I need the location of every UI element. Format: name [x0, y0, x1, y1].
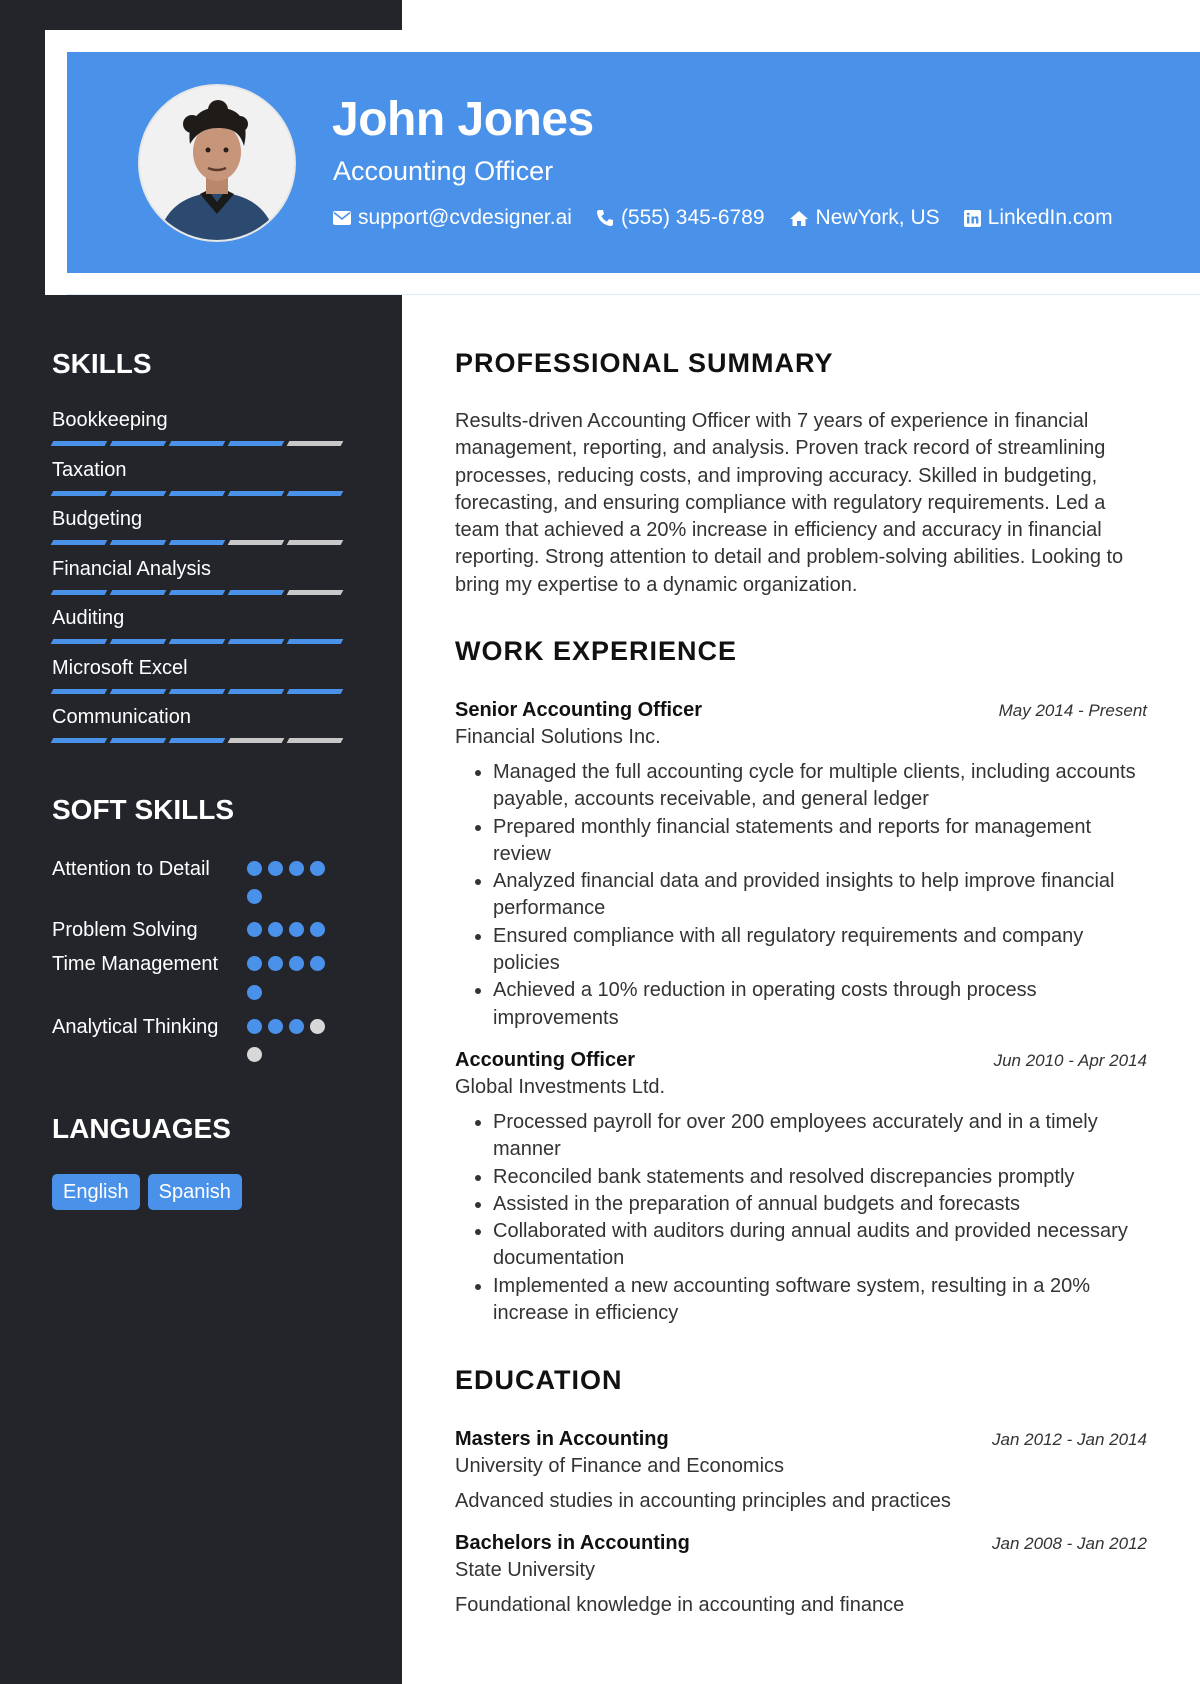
soft-skill-dot: [247, 985, 262, 1000]
soft-skill-name: Attention to Detail: [52, 858, 210, 880]
job-title: Senior Accounting Officer: [455, 699, 703, 721]
job-date: Jun 2010 - Apr 2014: [993, 1051, 1147, 1070]
contact-location[interactable]: [789, 206, 940, 230]
skill-item: [52, 606, 352, 656]
education-degree: Bachelors in Accounting: [455, 1532, 690, 1554]
job-bullet: • Managed the full accounting cycle for multiple clients, including accounts payable, accounts receivable, and general ledger: [493, 759, 1147, 814]
job-bullet: • Achieved a 10% reduction in operating costs through process improvements: [493, 977, 1147, 1032]
skill-level-segment: [228, 491, 285, 496]
language-badge: English: [52, 1174, 140, 1210]
skill-level-bar: [52, 540, 352, 545]
skill-name: Bookkeeping: [52, 409, 168, 431]
skill-level-segment: [169, 639, 226, 644]
skill-level-bar: [52, 441, 352, 446]
soft-skill-name: Time Management: [52, 953, 218, 975]
soft-skill-name: Analytical Thinking: [52, 1016, 219, 1038]
soft-skill-dot: [310, 922, 325, 937]
skill-level-segment: [169, 441, 226, 446]
job-company: Global Investments Ltd.: [455, 1076, 666, 1098]
education-header: [455, 1426, 1147, 1453]
summary-heading: PROFESSIONAL SUMMARY: [455, 348, 834, 378]
skill-level-segment: [228, 689, 285, 694]
skill-level-segment: [287, 540, 344, 545]
skill-item: [52, 656, 352, 706]
skill-level-bar: [52, 639, 352, 644]
job-bullet: • Prepared monthly financial statements and reports for management review: [493, 814, 1147, 869]
header-divider: [67, 294, 1200, 295]
job-header: [455, 1047, 1147, 1074]
education-entry: [455, 1530, 1147, 1619]
job-bullets: [455, 759, 1147, 1032]
education-header: [455, 1530, 1147, 1557]
experience-heading: WORK EXPERIENCE: [455, 636, 738, 666]
summary-text: Results-driven Accounting Officer with 7 years of experience in financial management, reporting, and analysis. Proven track record of streamlining processes, reducing costs, and improving accuracy. Skilled in budgeting, forecasting, and ensuring compliance with regulatory requirements. Led a team that achieved a 20% increase in efficiency and accuracy in financial reporting. Strong attention to detail and problem-solving abilities. Looking to bring my expertise to a dynamic organization.: [455, 410, 1124, 596]
soft-skill-item: [52, 1014, 352, 1075]
skills-list: [52, 408, 352, 755]
skill-level-segment: [51, 639, 108, 644]
contact-list: [333, 206, 1137, 230]
skill-level-segment: [51, 491, 108, 496]
linkedin-icon: [964, 210, 981, 227]
skill-level-segment: [228, 639, 285, 644]
job-entry: [455, 697, 1147, 1032]
job-date: May 2014 - Present: [998, 701, 1147, 720]
soft-skill-dot: [247, 889, 262, 904]
soft-skill-dot: [268, 861, 283, 876]
contact-phone-text: (555) 345-6789: [620, 206, 765, 229]
soft-skill-dot: [310, 861, 325, 876]
soft-skill-name: Problem Solving: [52, 919, 198, 941]
education-date: Jan 2008 - Jan 2012: [991, 1534, 1147, 1553]
skill-level-segment: [110, 441, 167, 446]
skill-item: [52, 507, 352, 557]
job-bullet: • Assisted in the preparation of annual budgets and forecasts: [493, 1191, 1147, 1218]
skill-level-bar: [52, 590, 352, 595]
avatar: [138, 84, 296, 242]
skill-level-segment: [228, 590, 285, 595]
skill-level-segment: [287, 590, 344, 595]
skill-level-segment: [228, 441, 285, 446]
soft-skill-dot: [310, 1019, 325, 1034]
skill-name: Taxation: [52, 458, 127, 481]
skill-level-segment: [51, 441, 108, 446]
education-description: Advanced studies in accounting principles and practices: [455, 1490, 951, 1512]
job-bullet: • Collaborated with auditors during annual audits and provided necessary documentation: [493, 1218, 1147, 1273]
job-company: Financial Solutions Inc.: [455, 726, 661, 748]
skill-item: [52, 458, 352, 508]
skill-level-segment: [287, 689, 344, 694]
skill-level-segment: [51, 590, 108, 595]
skill-level-segment: [228, 540, 285, 545]
job-bullets: [455, 1109, 1147, 1327]
soft-skill-dots: [247, 951, 337, 1014]
skill-level-bar: [52, 689, 352, 694]
skill-level-segment: [110, 540, 167, 545]
soft-skill-item: [52, 951, 352, 1014]
soft-skill-dots: [247, 856, 337, 917]
education-date: Jan 2012 - Jan 2014: [991, 1430, 1147, 1449]
skill-level-segment: [110, 590, 167, 595]
soft-skills-list: [52, 856, 352, 1075]
soft-skill-dot: [289, 956, 304, 971]
soft-skill-dots: [247, 917, 337, 951]
skill-name: Budgeting: [52, 508, 143, 530]
phone-icon: [596, 209, 614, 227]
skill-level-segment: [51, 689, 108, 694]
soft-skill-item: [52, 917, 352, 951]
skill-level-segment: [110, 689, 167, 694]
skill-level-segment: [51, 540, 108, 545]
soft-skill-dot: [247, 861, 262, 876]
skill-name: Auditing: [52, 607, 125, 629]
job-title: Accounting Officer: [455, 1049, 636, 1071]
education-school: State University: [455, 1559, 596, 1581]
contact-email-text: support@cvdesigner.ai: [358, 206, 572, 229]
languages-heading: LANGUAGES: [52, 1113, 231, 1144]
skill-level-segment: [169, 540, 226, 545]
skills-heading: SKILLS: [52, 348, 152, 379]
skill-level-segment: [169, 590, 226, 595]
skill-level-segment: [287, 738, 344, 743]
skill-name: Financial Analysis: [52, 557, 211, 580]
skill-level-segment: [110, 639, 167, 644]
soft-skill-dot: [247, 1047, 262, 1062]
job-bullet: • Ensured compliance with all regulatory requirements and company policies: [493, 923, 1147, 978]
education-heading: EDUCATION: [455, 1365, 623, 1395]
soft-skill-dot: [247, 1019, 262, 1034]
home-icon: [789, 210, 809, 227]
skill-name: Microsoft Excel: [52, 656, 188, 679]
skill-level-segment: [287, 441, 344, 446]
contact-linkedin[interactable]: [964, 206, 1113, 230]
skill-item: [52, 408, 352, 458]
soft-skill-dot: [247, 956, 262, 971]
skill-level-segment: [169, 689, 226, 694]
skill-level-segment: [110, 738, 167, 743]
education-school: University of Finance and Economics: [455, 1455, 785, 1477]
skill-level-segment: [287, 491, 344, 496]
soft-skill-dot: [268, 1019, 283, 1034]
soft-skill-dot: [289, 861, 304, 876]
skill-level-segment: [287, 639, 344, 644]
job-entry: [455, 1047, 1147, 1327]
skill-item: [52, 557, 352, 607]
skill-item: [52, 705, 352, 755]
job-bullet: • Processed payroll for over 200 employees accurately and in a timely manner: [493, 1109, 1147, 1164]
language-badge: Spanish: [148, 1174, 242, 1210]
soft-skill-dot: [268, 922, 283, 937]
education-entry: [455, 1426, 1147, 1515]
envelope-icon: [333, 211, 351, 225]
skill-level-segment: [169, 491, 226, 496]
languages-list: [52, 1174, 250, 1210]
skill-level-segment: [51, 738, 108, 743]
soft-skill-item: [52, 856, 352, 917]
job-bullet: • Reconciled bank statements and resolved discrepancies promptly: [493, 1164, 1147, 1191]
contact-location-text: NewYork, US: [815, 206, 940, 229]
profile-photo-icon: [140, 86, 294, 240]
education-description: Foundational knowledge in accounting and finance: [455, 1594, 905, 1616]
skill-level-bar: [52, 738, 352, 743]
skill-level-segment: [228, 738, 285, 743]
skill-level-bar: [52, 491, 352, 496]
soft-skill-dot: [310, 956, 325, 971]
soft-skill-dot: [289, 922, 304, 937]
skill-name: Communication: [52, 706, 191, 728]
job-bullet: • Analyzed financial data and provided insights to help improve financial performance: [493, 868, 1147, 923]
candidate-name: John Jones: [332, 93, 594, 146]
candidate-role: Accounting Officer: [333, 156, 554, 186]
job-header: [455, 697, 1147, 724]
contact-email[interactable]: [333, 206, 572, 230]
soft-skill-dot: [289, 1019, 304, 1034]
skill-level-segment: [169, 738, 226, 743]
skill-level-segment: [110, 491, 167, 496]
soft-skill-dot: [247, 922, 262, 937]
contact-phone[interactable]: [596, 206, 765, 230]
education-degree: Masters in Accounting: [455, 1428, 669, 1450]
soft-skill-dots: [247, 1014, 337, 1075]
job-bullet: • Implemented a new accounting software system, resulting in a 20% increase in efficiency: [493, 1273, 1147, 1328]
soft-skills-heading: SOFT SKILLS: [52, 794, 234, 825]
soft-skill-dot: [268, 956, 283, 971]
contact-linkedin-text: LinkedIn.com: [987, 206, 1113, 229]
